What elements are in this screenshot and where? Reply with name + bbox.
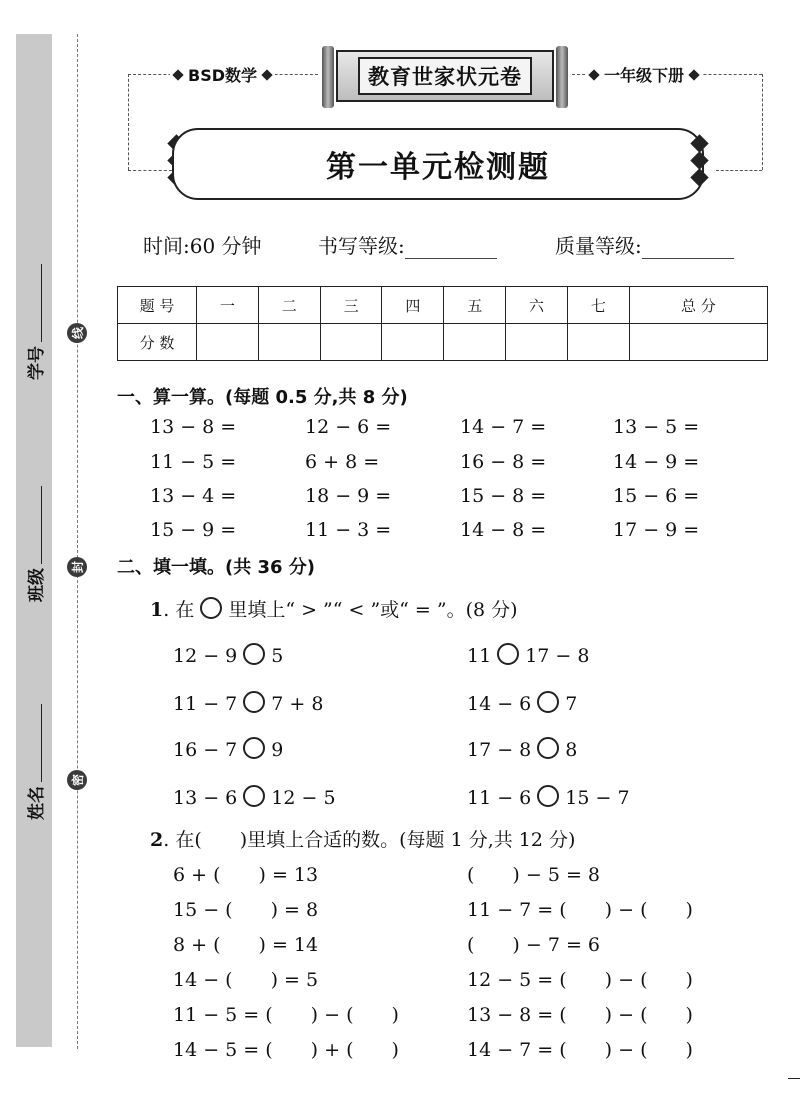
student-id-label: 学号 (27, 346, 47, 380)
equation[interactable]: 12 − 6 = (305, 416, 392, 438)
compare-circle[interactable] (537, 785, 559, 807)
page-title: 第一单元检测题 (326, 150, 550, 185)
compare-item: 11 − 6 15 − 7 (467, 787, 630, 809)
equation[interactable]: 18 − 9 = (305, 485, 392, 507)
fill-blank-item[interactable]: ( ) − 7 = 6 (467, 934, 601, 956)
table-cell: 分 数 (118, 324, 197, 361)
question-number: 2 (150, 829, 164, 851)
quality-grade-field[interactable] (555, 230, 734, 259)
subject-tag (170, 63, 275, 86)
compare-item: 11 17 − 8 (467, 645, 590, 667)
scroll-roll-left (322, 46, 334, 108)
compare-item: 11 − 7 7 + 8 (173, 693, 324, 715)
student-id-line (27, 264, 42, 342)
compare-circle[interactable] (537, 691, 559, 713)
fill-blank-item[interactable]: 6 + ( ) = 13 (173, 864, 319, 886)
name-label: 姓名 (27, 786, 47, 820)
cut-line (77, 34, 78, 1049)
fill-blank-item[interactable]: 14 − ( ) = 5 (173, 969, 319, 991)
class-label: 班级 (27, 568, 47, 602)
score-input-cell[interactable] (258, 324, 320, 361)
class-line (27, 486, 42, 564)
equation[interactable]: 15 − 6 = (613, 485, 700, 507)
question2-prompt: 2. 在( )里填上合适的数。(每题 1 分,共 12 分) (150, 829, 576, 851)
equation[interactable]: 15 − 9 = (150, 519, 237, 541)
equation[interactable]: 6 + 8 = (305, 451, 380, 473)
fill-blank-item[interactable]: 13 − 8 = ( ) − ( ) (467, 1004, 693, 1026)
compare-item: 17 − 8 8 (467, 739, 578, 761)
compare-item: 13 − 6 12 − 5 (173, 787, 336, 809)
time-label: 时间:60 分钟 (143, 234, 262, 258)
grade-label: 一年级下册 (604, 66, 685, 85)
bracket-left (128, 74, 129, 170)
equation[interactable]: 13 − 4 = (150, 485, 237, 507)
diamond-icon (172, 69, 183, 80)
fill-blank-item[interactable]: 11 − 5 = ( ) − ( ) (173, 1004, 399, 1026)
equation[interactable]: 17 − 9 = (613, 519, 700, 541)
diamond-icon (261, 69, 272, 80)
section1-title: 一、算一算。(每题 0.5 分,共 8 分) (117, 387, 408, 408)
name-line (27, 704, 42, 782)
seal-seal-mark: 封 (67, 557, 87, 577)
compare-circle[interactable] (243, 737, 265, 759)
fill-blank-item[interactable]: 14 − 7 = ( ) − ( ) (467, 1039, 693, 1061)
circle-blank-icon (200, 597, 222, 619)
score-input-cell[interactable] (444, 324, 506, 361)
equation[interactable]: 13 − 5 = (613, 416, 700, 438)
fill-blank-item[interactable]: 14 − 5 = ( ) + ( ) (173, 1039, 399, 1061)
equation[interactable]: 11 − 5 = (150, 451, 237, 473)
time-info (143, 230, 262, 259)
table-cell: 总 分 (629, 287, 767, 324)
class-field[interactable] (22, 486, 47, 602)
section2-title: 二、填一填。(共 36 分) (117, 557, 316, 578)
compare-circle[interactable] (243, 643, 265, 665)
brand-scroll (322, 46, 568, 108)
compare-circle[interactable] (497, 643, 519, 665)
compare-circle[interactable] (243, 785, 265, 807)
equation[interactable]: 14 − 9 = (613, 451, 700, 473)
table-cell: 六 (506, 287, 568, 324)
fill-blank-item[interactable]: 15 − ( ) = 8 (173, 899, 319, 921)
diamond-stack-right (693, 136, 706, 185)
score-input-cell[interactable] (506, 324, 568, 361)
fill-blank-item[interactable]: 12 − 5 = ( ) − ( ) (467, 969, 693, 991)
brand-title: 教育世家状元卷 (358, 57, 532, 95)
table-cell: 三 (320, 287, 382, 324)
table-cell: 二 (258, 287, 320, 324)
diamond-icon (688, 69, 699, 80)
table-cell: 四 (382, 287, 444, 324)
equation[interactable]: 11 − 3 = (305, 519, 392, 541)
subject-label: BSD数学 (188, 66, 258, 85)
equation[interactable]: 14 − 8 = (460, 519, 547, 541)
question1-prompt: 1. 在 里填上“ > ”“ < ”或“ = ”。(8 分) (150, 599, 518, 621)
seal-secret-mark: 密 (67, 770, 87, 790)
compare-item: 16 − 7 9 (173, 739, 284, 761)
quality-grade-label: 质量等级: (555, 234, 642, 258)
compare-circle[interactable] (537, 737, 559, 759)
diamond-icon (588, 69, 599, 80)
writing-grade-field[interactable] (318, 230, 497, 259)
equation[interactable]: 13 − 8 = (150, 416, 237, 438)
score-input-cell[interactable] (567, 324, 629, 361)
equation[interactable]: 14 − 7 = (460, 416, 547, 438)
score-table (117, 286, 768, 361)
compare-item: 14 − 6 7 (467, 693, 578, 715)
name-field[interactable] (22, 704, 47, 820)
compare-item: 12 − 9 5 (173, 645, 284, 667)
fill-blank-item[interactable]: ( ) − 5 = 8 (467, 864, 601, 886)
score-input-cell[interactable] (629, 324, 767, 361)
score-input-cell[interactable] (320, 324, 382, 361)
writing-grade-blank[interactable] (405, 236, 497, 259)
table-cell: 一 (197, 287, 259, 324)
score-input-cell[interactable] (382, 324, 444, 361)
table-cell: 题 号 (118, 287, 197, 324)
score-input-cell[interactable] (197, 324, 259, 361)
grade-tag (586, 63, 702, 86)
writing-grade-label: 书写等级: (318, 234, 405, 258)
question-number: 1 (150, 599, 164, 621)
seal-line-mark: 线 (67, 323, 87, 343)
fill-blank-item[interactable]: 8 + ( ) = 14 (173, 934, 319, 956)
title-banner (172, 128, 704, 200)
scroll-roll-right (556, 46, 568, 108)
equation[interactable]: 16 − 8 = (460, 451, 547, 473)
fill-blank-item[interactable]: 11 − 7 = ( ) − ( ) (467, 899, 693, 921)
score-value-row (118, 324, 768, 361)
table-cell: 七 (567, 287, 629, 324)
equation[interactable]: 15 − 8 = (460, 485, 547, 507)
student-id-field[interactable] (22, 264, 47, 380)
table-cell: 五 (444, 287, 506, 324)
score-header-row (118, 287, 768, 324)
bracket-right (762, 74, 763, 170)
compare-circle[interactable] (243, 691, 265, 713)
quality-grade-blank[interactable] (642, 236, 734, 259)
page-edge-mark (788, 1078, 800, 1079)
